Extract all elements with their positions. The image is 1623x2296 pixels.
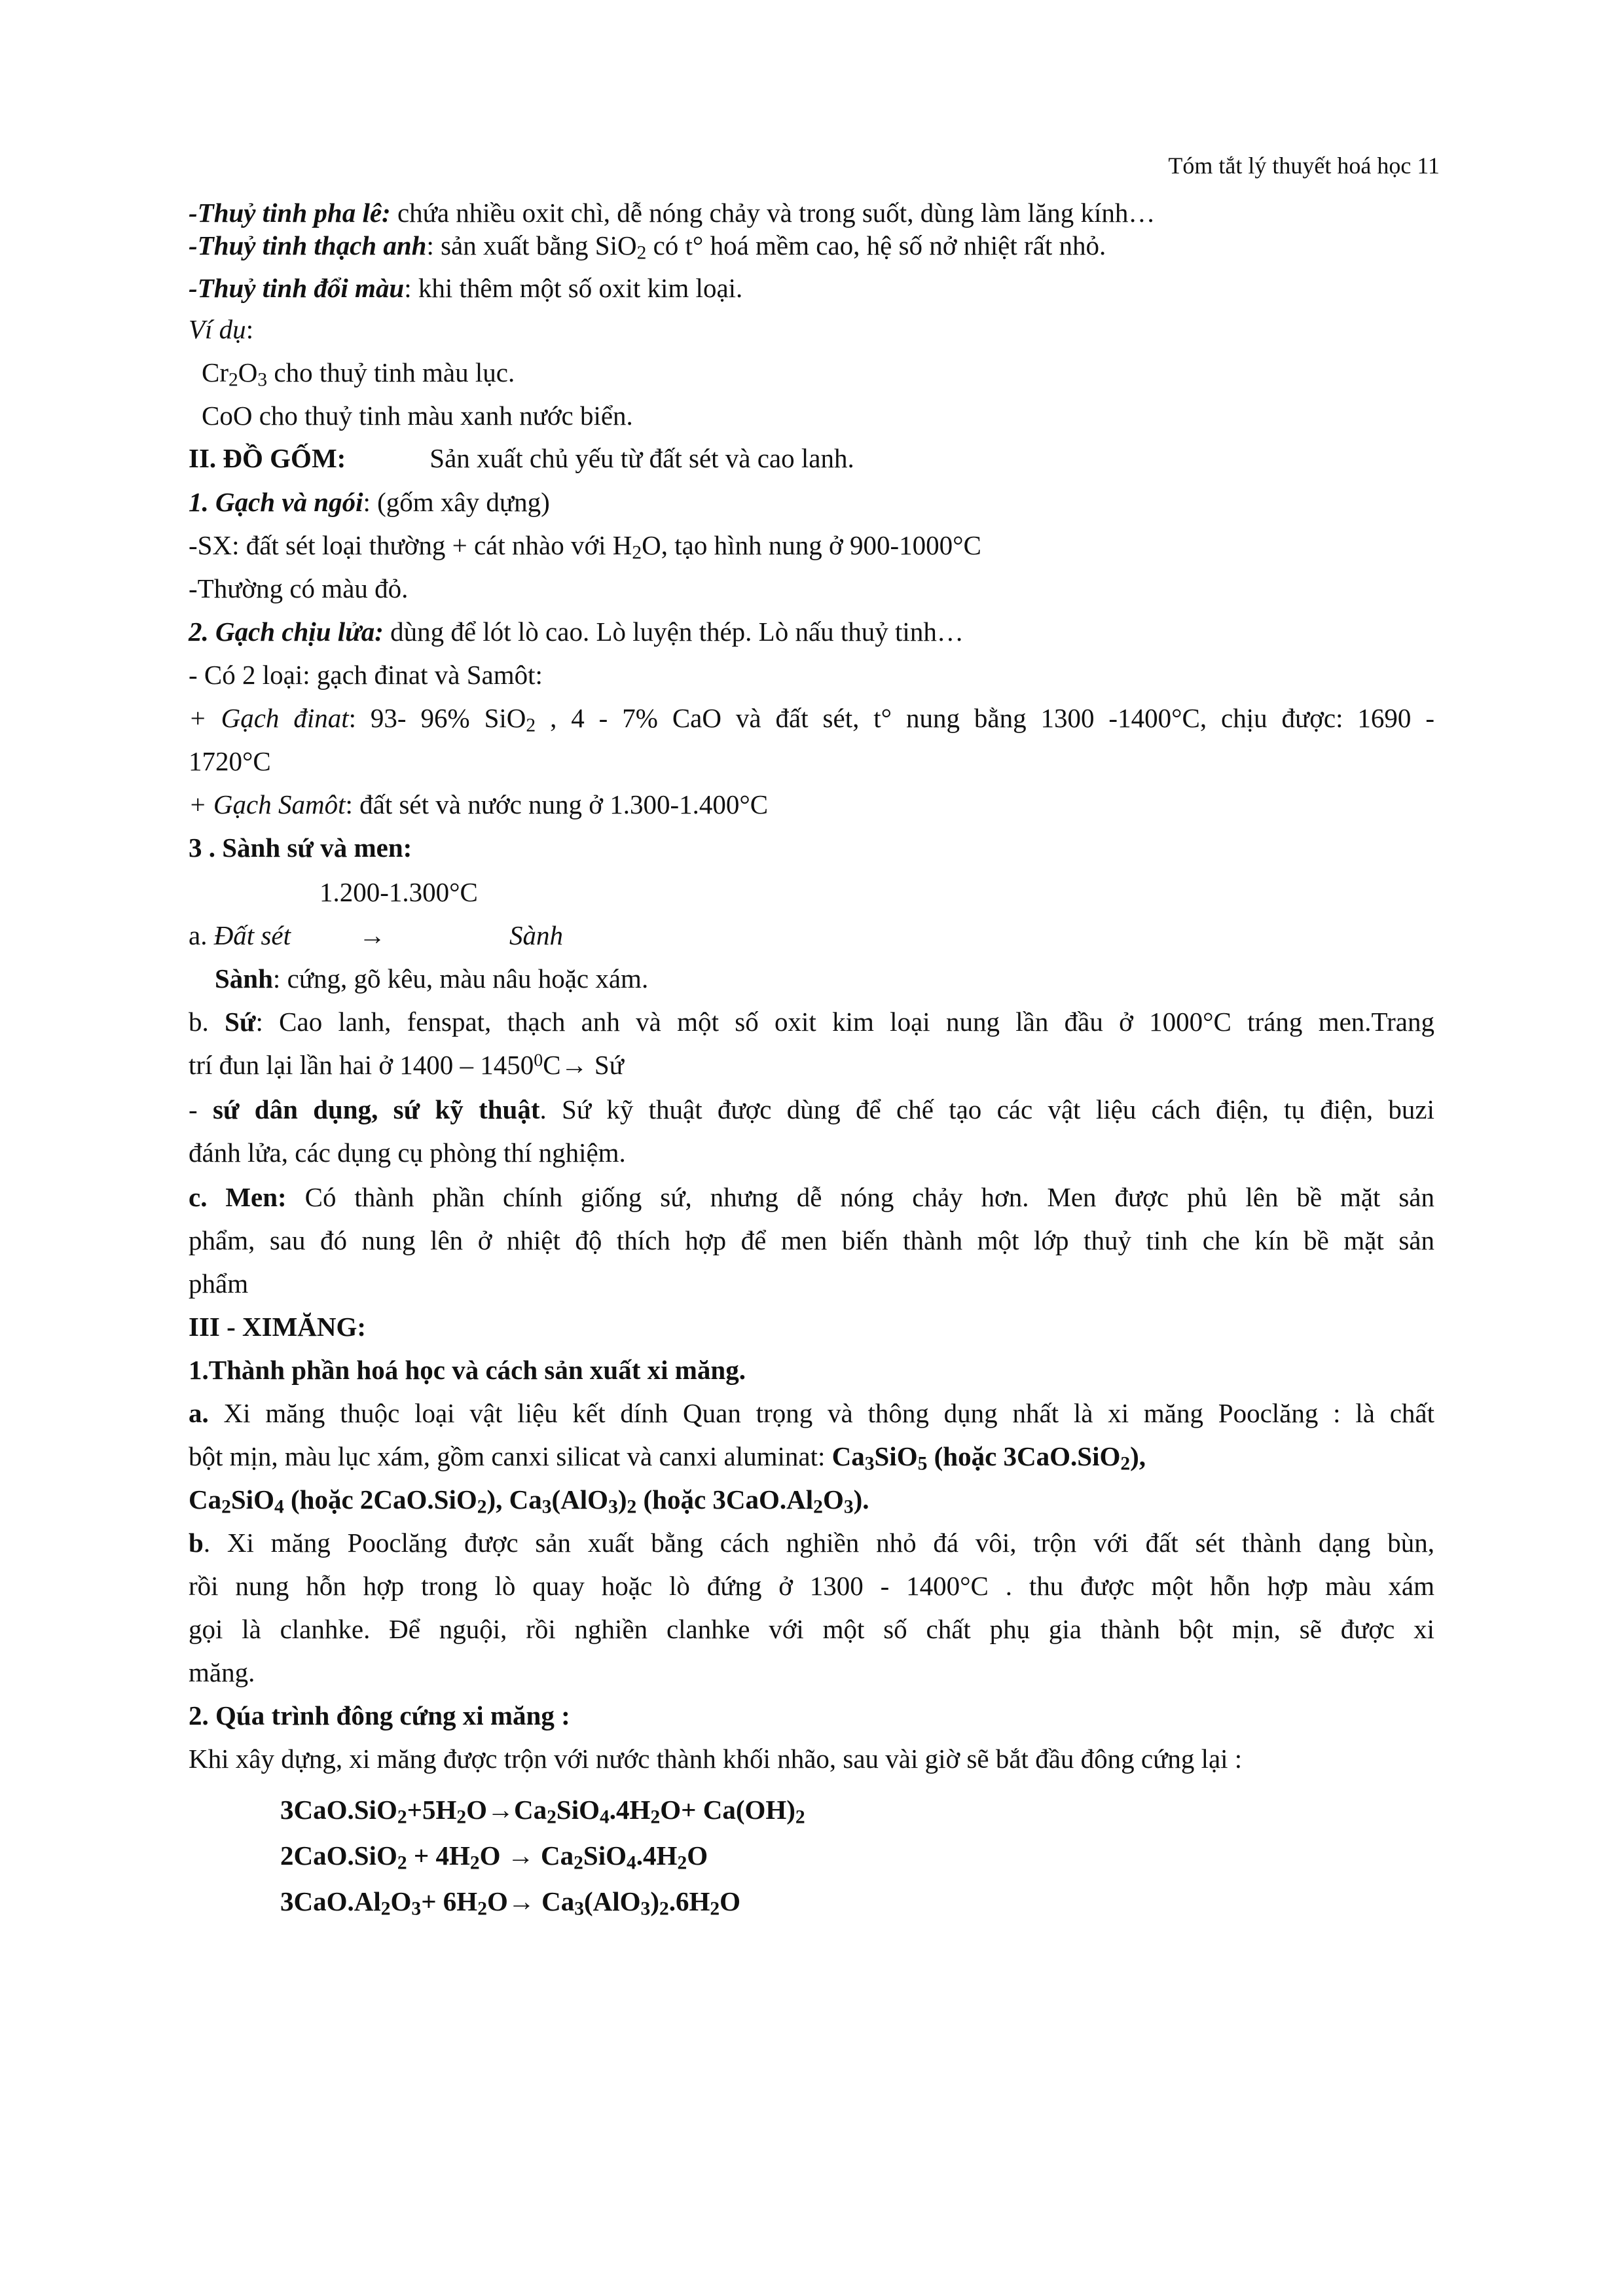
equation-term: O	[687, 1840, 708, 1871]
line-men-2	[189, 1224, 1434, 1257]
bricks-prod-b: O, tạo hình nung ở 900-1000°C	[642, 530, 981, 560]
su-label: Sứ	[225, 1007, 256, 1037]
f2-i: ).	[853, 1484, 869, 1515]
su-text-1: : Cao lanh, fenspat, thạch anh và một số oxit kim loại nung lần đầu ở 1000°C tráng men.Trang	[255, 1007, 1435, 1037]
clay-label: Đất sét	[213, 920, 291, 950]
use-dash: -	[189, 1094, 213, 1124]
subscript: 2	[477, 1898, 487, 1920]
equation-term: .6H	[668, 1886, 710, 1916]
f2-d: ), Ca	[486, 1484, 542, 1515]
subscript: 4	[600, 1806, 610, 1828]
line-cement-b-1	[189, 1526, 1434, 1559]
line-su-use-2	[189, 1136, 626, 1169]
subscript: 3	[574, 1898, 584, 1920]
subscript: 2	[380, 1898, 391, 1920]
refractory-types-text: - Có 2 loại: gạch đinat và Samôt:	[189, 660, 543, 690]
equation-3	[280, 1885, 740, 1918]
equation-term: (AlO	[584, 1886, 641, 1916]
cement-b-text-1: . Xi măng Pooclăng được sản xuất bằng cách nghiền nhỏ đá vôi, trộn với đất sét thành dạng bùn,	[203, 1528, 1434, 1558]
arrow-icon: →	[507, 1840, 534, 1871]
dinat-text-c: 1720°C	[189, 746, 271, 776]
subscript: 2	[710, 1898, 720, 1920]
color-glass-title: -Thuỷ tinh đổi màu	[189, 273, 405, 303]
equation-term: Ca	[514, 1795, 547, 1825]
porcelain-title: 3 . Sành sứ và men:	[189, 833, 412, 863]
ceramics-heading: II. ĐỒ GỐM:	[189, 443, 346, 473]
equation-term: .4H	[636, 1840, 678, 1871]
line-samot	[189, 788, 768, 821]
sub-2: 2	[632, 542, 642, 564]
sub-3: 3	[843, 1496, 854, 1518]
men-text-1: Có thành phần chính giống sứ, nhưng dễ nóng chảy hơn. Men được phủ lên bề mặt sản	[286, 1182, 1434, 1212]
sub-5: 5	[917, 1453, 928, 1475]
line-refractory-title	[189, 615, 964, 648]
sub-2: 2	[526, 715, 536, 736]
line-porcelain-title	[189, 831, 412, 864]
ex1-b: O	[238, 357, 258, 387]
cement-b-text-3: gọi là clanhke. Để nguội, rồi nghiền clanhke với một số chất phụ gia thành bột mịn, sẽ được xi	[189, 1614, 1434, 1644]
equation-term: Ca	[534, 1840, 574, 1871]
section-cement-title	[189, 1310, 366, 1343]
line-dinat-cont	[189, 745, 271, 778]
su-text-2a: trí đun lại lần hai ở 1400 – 1450	[189, 1050, 534, 1080]
line-cement-b-4	[189, 1656, 255, 1689]
sub-2: 2	[221, 1496, 231, 1518]
bricks-prod-a: -SX: đất sét loại thường + cát nhào với H	[189, 530, 632, 560]
equation-term: O	[390, 1886, 412, 1916]
line-cement-a-1	[189, 1397, 1434, 1429]
equation-term: + 6H	[421, 1886, 478, 1916]
cement-a-text-2: bột mịn, màu lục xám, gồm canxi silicat và canxi aluminat:	[189, 1441, 832, 1471]
b-prefix: b.	[189, 1007, 225, 1037]
equation-term: O	[479, 1840, 507, 1871]
f1-b: SiO	[874, 1441, 918, 1471]
f2-a: Ca	[189, 1484, 222, 1515]
subscript: 2	[456, 1806, 467, 1828]
line-su-2	[189, 1049, 624, 1081]
line-quartz-glass	[189, 229, 1106, 262]
sub-4: 4	[274, 1496, 284, 1518]
line-cement-b-2	[189, 1570, 1434, 1602]
equation-term: Ca	[534, 1886, 575, 1916]
line-example-1	[202, 356, 515, 389]
color-glass-text: : khi thêm một số oxit kim loại.	[404, 273, 743, 303]
f2-e: (AlO	[551, 1484, 609, 1515]
line-cement-s2-text	[189, 1742, 1242, 1775]
f1-d: ),	[1130, 1441, 1146, 1471]
subscript: 2	[650, 1806, 661, 1828]
subscript: 2	[659, 1898, 669, 1920]
line-example-2	[202, 399, 633, 432]
line-crystal-glass	[189, 196, 1155, 229]
f2-g: (hoặc 3CaO.Al	[636, 1484, 814, 1515]
subscript: 3	[411, 1898, 422, 1920]
cement-a-text-1: Xi măng thuộc loại vật liệu kết dính Quan trọng và thông dụng nhất là xi măng Pooclăng : là chất	[208, 1398, 1434, 1428]
line-refractory-types	[189, 658, 543, 691]
line-men-3	[189, 1267, 248, 1300]
example-colon: :	[246, 314, 254, 344]
samot-text: : đất sét và nước nung ở 1.300-1.400°C	[345, 789, 769, 819]
equation-term: 3CaO.SiO	[280, 1795, 397, 1825]
equation-2	[280, 1839, 708, 1872]
equation-term: O	[486, 1886, 508, 1916]
cement-b-text-2: rồi nung hỗn hợp trong lò quay hoặc lò đứng ở 1300 - 1400°C . thu được một hỗn hợp màu xám	[189, 1571, 1434, 1601]
ceramics-heading-text: Sản xuất chủ yếu từ đất sét và cao lanh.	[429, 443, 854, 473]
f1-c: (hoặc 3CaO.SiO	[927, 1441, 1121, 1471]
equation-term: 2CaO.SiO	[280, 1840, 397, 1871]
subscript: 2	[677, 1852, 687, 1874]
line-men-1	[189, 1181, 1434, 1213]
sub-2: 2	[228, 369, 238, 391]
quartz-glass-title: -Thuỷ tinh thạch anh	[189, 230, 427, 260]
equation-term: O	[466, 1795, 488, 1825]
cement-a-label: a.	[189, 1398, 209, 1428]
line-dinat	[189, 702, 1434, 734]
temp-range-text: 1.200-1.300°C	[319, 877, 478, 907]
f2-b: SiO	[230, 1484, 274, 1515]
arrow-icon: →	[507, 1886, 535, 1916]
equation-term: )	[650, 1886, 659, 1916]
f1-a: Ca	[831, 1441, 865, 1471]
line-bricks-production	[189, 529, 981, 562]
arrow-icon: →	[359, 920, 386, 950]
refractory-title: 2. Gạch chịu lửa:	[189, 617, 384, 647]
line-cement-s1-title	[189, 1354, 746, 1386]
f2-f: )	[617, 1484, 627, 1515]
sub-3: 3	[257, 369, 268, 391]
equation-term: O	[720, 1886, 741, 1916]
equation-term: + 4H	[407, 1840, 470, 1871]
line-sanh-desc	[215, 962, 648, 995]
use-bold: sứ dân dụng, sứ kỹ thuật	[212, 1094, 540, 1124]
ex1-c: cho thuỷ tinh màu lục.	[267, 357, 515, 387]
subscript: 2	[397, 1806, 407, 1828]
cement-s1-title: 1.Thành phần hoá học và cách sản xuất xi măng.	[189, 1355, 746, 1385]
sub-3: 3	[541, 1496, 552, 1518]
cement-b-label: b	[189, 1528, 204, 1558]
sup-0: 0	[534, 1050, 543, 1071]
equation-term: .4H	[609, 1795, 651, 1825]
sub-2: 2	[477, 1496, 487, 1518]
page-header: Tóm tắt lý thuyết hoá học 11	[1168, 152, 1440, 179]
use-text-1: . Sứ kỹ thuật được dùng để chế tạo các vật liệu cách điện, tụ điện, buzi	[539, 1094, 1435, 1124]
subscript: 3	[640, 1898, 651, 1920]
equation-term: 3CaO.Al	[280, 1886, 381, 1916]
line-bricks-title	[189, 486, 550, 518]
line-cement-formulas	[189, 1483, 869, 1516]
equation-1	[280, 1793, 805, 1826]
sub-2: 2	[1120, 1453, 1131, 1475]
su-text-2c: Sứ	[587, 1050, 624, 1080]
subscript: 4	[627, 1852, 636, 1874]
sub-3: 3	[608, 1496, 618, 1518]
line-bricks-color	[189, 572, 408, 605]
equation-term: O+ Ca(OH)	[660, 1795, 795, 1825]
dinat-text-a: : 93- 96% SiO	[348, 703, 526, 733]
line-clay-arrow	[359, 919, 386, 952]
f2-c: (hoặc 2CaO.SiO	[283, 1484, 477, 1515]
ex2-text: CoO cho thuỷ tinh màu xanh nước biển.	[202, 401, 633, 431]
sub-2: 2	[627, 1496, 637, 1518]
crystal-glass-text: chứa nhiều oxit chì, dễ nóng chảy và trong suốt, dùng làm lăng kính…	[390, 198, 1156, 228]
arrow-icon: →	[560, 1050, 588, 1080]
sub-2: 2	[813, 1496, 823, 1518]
line-cement-b-3	[189, 1613, 1434, 1645]
bricks-color-text: -Thường có màu đỏ.	[189, 573, 409, 603]
equation-term: SiO	[556, 1795, 600, 1825]
dinat-label: + Gạch đinat	[189, 703, 349, 733]
arrow-icon: →	[487, 1795, 515, 1825]
line-su-1	[189, 1005, 1434, 1038]
use-text-2: đánh lửa, các dụng cụ phòng thí nghiệm.	[189, 1138, 626, 1168]
subscript: 2	[795, 1806, 805, 1828]
cement-b-text-4: măng.	[189, 1657, 255, 1687]
quartz-text-a: : sản xuất bằng SiO	[426, 230, 637, 260]
bricks-title: 1. Gạch và ngói	[189, 487, 363, 517]
equation-term: SiO	[583, 1840, 627, 1871]
men-text-3: phẩm	[189, 1268, 249, 1299]
men-text-2: phẩm, sau đó nung lên ở nhiệt độ thích hợp để men biến thành một lớp thuỷ tinh che kín bề mặt sản	[189, 1225, 1434, 1255]
a-prefix: a.	[189, 920, 214, 950]
cement-s2-text: Khi xây dựng, xi măng được trộn với nước thành khối nhão, sau vài giờ sẽ bắt đầu đông cứng lại :	[189, 1744, 1243, 1774]
crystal-glass-title: -Thuỷ tinh pha lê:	[189, 198, 391, 228]
subscript: 2	[397, 1852, 407, 1874]
subscript: 2	[469, 1852, 480, 1874]
subscript: 2	[574, 1852, 583, 1874]
line-cement-s2-title	[189, 1699, 570, 1732]
sanh-target-label: Sành	[509, 920, 563, 950]
cement-s2-title: 2. Qúa trình đông cứng xi măng :	[189, 1700, 570, 1731]
su-text-2b: C	[543, 1050, 561, 1080]
samot-label: + Gạch Samôt	[189, 789, 346, 819]
sub-2: 2	[636, 242, 647, 264]
f2-h: O	[822, 1484, 844, 1515]
ex1-a: Cr	[202, 357, 228, 387]
refractory-text: dùng để lót lò cao. Lò luyện thép. Lò nấu thuỷ tinh…	[383, 617, 964, 647]
equation-term: +5H	[407, 1795, 457, 1825]
example-label: Ví dụ	[189, 314, 246, 344]
section-ceramics-title	[189, 442, 854, 475]
formula-1	[831, 1441, 1146, 1475]
quartz-text-b: có t° hoá mềm cao, hệ số nở nhiệt rất nhỏ.	[646, 230, 1106, 260]
line-temp-range	[319, 876, 478, 908]
line-sanh-target	[509, 919, 563, 952]
line-cement-a-2	[189, 1440, 1146, 1473]
line-clay-to-sanh	[189, 919, 291, 952]
cement-heading: III - XIMĂNG:	[189, 1312, 367, 1342]
dinat-text-b: , 4 - 7% CaO và đất sét, t° nung bằng 1300 -1400°C, chịu được: 1690 -	[536, 703, 1435, 733]
line-example-label	[189, 313, 253, 346]
sub-3: 3	[864, 1453, 875, 1475]
line-su-use-1	[189, 1093, 1434, 1126]
men-label: c. Men:	[189, 1182, 287, 1212]
bricks-text: : (gốm xây dựng)	[363, 487, 550, 517]
sanh-label: Sành	[215, 963, 273, 994]
line-color-glass	[189, 272, 742, 304]
sanh-text: : cứng, gõ kêu, màu nâu hoặc xám.	[272, 963, 649, 994]
subscript: 2	[547, 1806, 556, 1828]
